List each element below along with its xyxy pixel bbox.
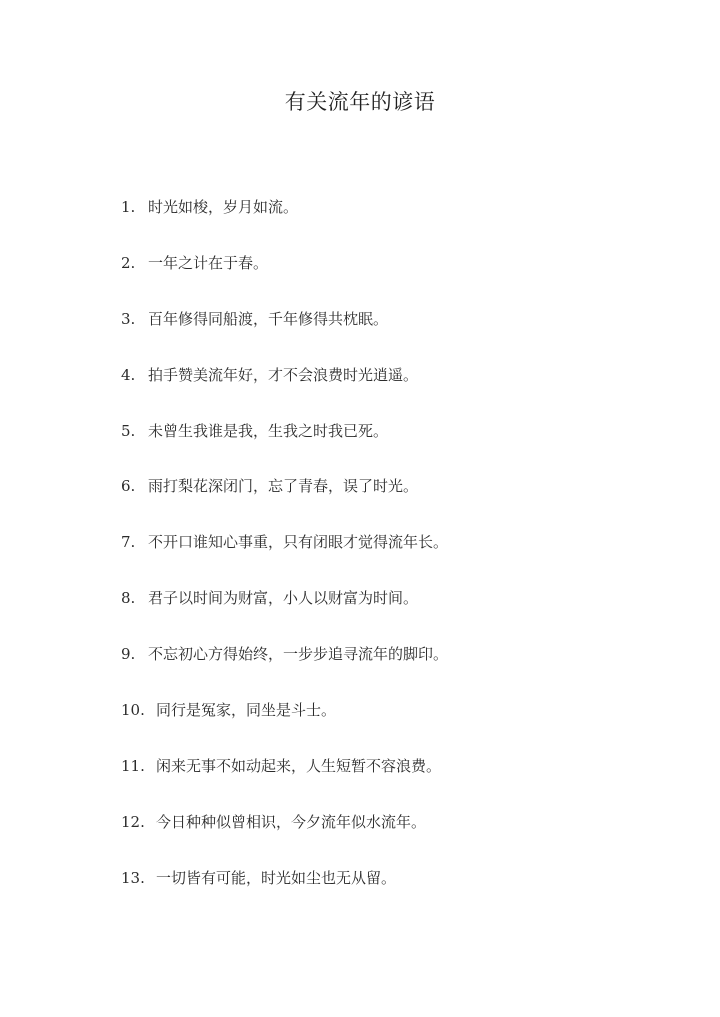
item-text: 时光如梭，岁月如流。	[148, 198, 299, 216]
item-text: 今日种种似曾相识，今夕流年似水流年。	[156, 812, 427, 831]
item-text: 君子以时间为财富，小人以财富为时间。	[148, 589, 419, 608]
item-text: 百年修得同船渡，千年修得共枕眠。	[148, 309, 389, 328]
item-number: 6.	[121, 477, 136, 496]
item-number: 8.	[121, 589, 136, 608]
item-text: 拍手赞美流年好，才不会浪费时光逍遥。	[148, 365, 419, 384]
list-item	[121, 474, 448, 530]
item-number: 11.	[121, 756, 145, 775]
list-item	[121, 642, 448, 698]
list-item	[121, 195, 448, 251]
item-number: 9.	[121, 645, 136, 664]
item-number: 2.	[121, 253, 136, 272]
item-text: 一年之计在于春。	[148, 253, 269, 272]
item-number: 3.	[121, 309, 136, 328]
item-text: 不开口谁知心事重，只有闭眼才觉得流年长。	[148, 533, 449, 552]
list-item	[121, 586, 448, 642]
list-item	[121, 698, 448, 754]
list-item	[121, 754, 448, 810]
list-item	[121, 530, 448, 586]
item-number: 4.	[121, 365, 136, 384]
item-number: 1.	[121, 198, 136, 216]
item-text: 同行是冤家，同坐是斗士。	[156, 701, 337, 720]
list-item	[121, 866, 448, 922]
list-item	[121, 251, 448, 307]
item-text: 未曾生我谁是我，生我之时我已死。	[148, 421, 389, 440]
list-item	[121, 363, 448, 419]
list-item	[121, 419, 448, 475]
proverb-list	[121, 195, 448, 922]
item-text: 一切皆有可能，时光如尘也无从留。	[156, 868, 397, 887]
document-title: 有关流年的谚语	[284, 90, 436, 114]
item-text: 闲来无事不如动起来，人生短暂不容浪费。	[156, 756, 442, 775]
item-text: 不忘初心方得始终，一步步追寻流年的脚印。	[148, 645, 449, 664]
item-number: 12.	[121, 812, 145, 831]
item-number: 7.	[121, 533, 136, 552]
list-item	[121, 810, 448, 866]
item-text: 雨打梨花深闭门，忘了青春，误了时光。	[148, 477, 419, 496]
item-number: 5.	[121, 421, 136, 440]
item-number: 13.	[121, 868, 145, 887]
list-item	[121, 307, 448, 363]
item-number: 10.	[121, 701, 145, 720]
